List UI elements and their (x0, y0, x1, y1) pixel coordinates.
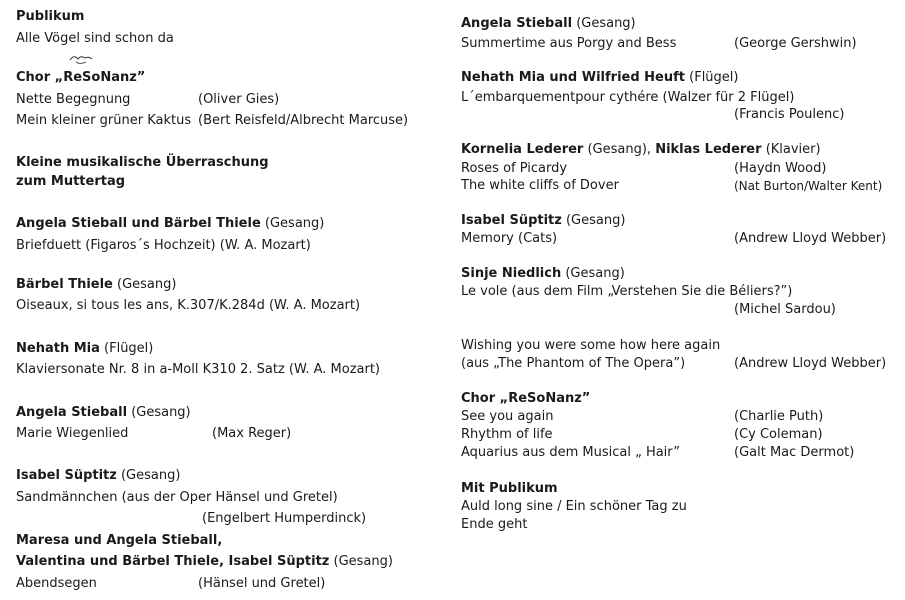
song-title: Abendsegen (16, 576, 97, 591)
performer-names: Valentina und Bärbel Thiele, Isabel Süptitz (16, 554, 330, 569)
isabel-song: Sandmännchen (aus der Oper Hänsel und Gretel) (16, 490, 338, 505)
performer-names: Sinje Niedlich (461, 266, 562, 281)
r-isabel-heading (461, 212, 625, 230)
composer: (Charlie Puth) (734, 409, 824, 424)
performer-role: (Flügel) (104, 341, 154, 356)
composer: (Andrew Lloyd Webber) (734, 231, 887, 246)
performer-role: (Gesang) (576, 16, 636, 31)
r-chor-item-3 (461, 444, 905, 462)
composer: (Bert Reisfeld/Albrecht Marcuse) (198, 113, 409, 128)
ensemble-song-row (16, 575, 446, 593)
composer: (Cy Coleman) (734, 427, 823, 442)
composer: (Galt Mac Dermot) (734, 445, 855, 460)
r-angela-heading (461, 15, 636, 33)
nehath-song: Klaviersonate Nr. 8 in a-Moll K310 2. Satz (W. A. Mozart) (16, 362, 380, 377)
song-title: Aquarius aus dem Musical „ Hair” (461, 445, 680, 460)
r-phantom-song-row (461, 355, 905, 373)
performer-names: Nehath Mia und Wilfried Heuft (461, 70, 685, 85)
r-finale-line2: Ende geht (461, 517, 528, 532)
performer-role: (Gesang) (333, 554, 393, 569)
isabel-composer: (Engelbert Humperdinck) (202, 511, 367, 526)
angela-song-row (16, 425, 446, 443)
r-finale-line1: Auld long sine / Ein schöner Tag zu (461, 499, 687, 514)
song-title: Mein kleiner grüner Kaktus (16, 113, 192, 128)
performer-names: Angela Stieball (461, 16, 573, 31)
performer-role: (Gesang), (587, 142, 652, 157)
performer-role: (Gesang) (131, 405, 191, 420)
angela-baerbel-song: Briefduett (Figaros´s Hochzeit) (W. A. Mozart) (16, 238, 311, 253)
composer: (George Gershwin) (734, 36, 857, 51)
song-title: Roses of Picardy (461, 161, 568, 176)
r-nehath-wilfried-heading (461, 69, 738, 87)
composer: (Nat Burton/Walter Kent) (734, 179, 883, 193)
baerbel-song: Oiseaux, si tous les ans, K.307/K.284d (W. A. Mozart) (16, 298, 361, 313)
composer: (Haydn Wood) (734, 161, 827, 176)
performer-names: Angela Stieball (16, 405, 128, 420)
ensemble-heading-line2 (16, 553, 393, 571)
performer-names: Isabel Süptitz (461, 213, 562, 228)
performer-role: (Gesang) (264, 216, 325, 231)
publikum-heading: Publikum (16, 9, 85, 24)
surprise-heading-line2: zum Muttertag (16, 174, 126, 189)
song-title: Summertime aus Porgy and Bess (461, 36, 677, 51)
r-kornelia-item-2 (461, 177, 905, 195)
angela-heading (16, 404, 191, 422)
r-finale-heading: Mit Publikum (461, 481, 558, 496)
r-sinje-heading (461, 265, 625, 283)
surprise-heading-line1: Kleine musikalische Überraschung (16, 155, 269, 170)
composer: (Andrew Lloyd Webber) (734, 356, 887, 371)
nehath-heading (16, 340, 153, 358)
r-nehath-wilfried-composer: (Francis Poulenc) (734, 107, 845, 122)
performer-role: (Flügel) (689, 70, 739, 85)
r-chor-item-1 (461, 408, 905, 426)
performer-role: (Gesang) (117, 277, 177, 292)
isabel-heading (16, 467, 180, 485)
publikum-song: Alle Vögel sind schon da (16, 31, 174, 46)
r-sinje-composer: (Michel Sardou) (734, 302, 836, 317)
song-title: Memory (Cats) (461, 231, 558, 246)
r-angela-song-row (461, 35, 905, 53)
angela-baerbel-heading (16, 215, 324, 233)
r-kornelia-niklas-heading (461, 141, 821, 159)
performer-role: (Klavier) (765, 142, 821, 157)
r-isabel-song-row (461, 230, 905, 248)
r-nehath-wilfried-song: L´embarquementpour cythére (Walzer für 2 Flügel) (461, 90, 795, 105)
performer-role: (Gesang) (120, 468, 181, 483)
composer: (Oliver Gies) (198, 92, 280, 107)
ensemble-heading-line1: Maresa und Angela Stieball, (16, 533, 223, 548)
r-chor-item-2 (461, 426, 905, 444)
performer-role: (Gesang) (565, 266, 625, 281)
performer-names: Isabel Süptitz (16, 468, 117, 483)
performer-name-kornelia: Kornelia Lederer (461, 142, 584, 157)
song-title: (aus „The Phantom of The Opera”) (461, 356, 686, 371)
song-title: Rhythm of life (461, 427, 553, 442)
composer: (Hänsel und Gretel) (198, 576, 326, 591)
song-title: Marie Wiegenlied (16, 426, 129, 441)
chor-item-1 (16, 91, 446, 109)
r-phantom-song-line1: Wishing you were some how here again (461, 338, 721, 353)
composer: (Max Reger) (212, 426, 292, 441)
bird-doodle-icon (68, 52, 94, 66)
r-kornelia-item-1 (461, 160, 905, 178)
song-title: Nette Begegnung (16, 92, 131, 107)
performer-names: Angela Stieball und Bärbel Thiele (16, 216, 261, 231)
chor-heading: Chor „ReSoNanz” (16, 70, 146, 85)
chor-item-2 (16, 112, 446, 130)
performer-name-niklas: Niklas Lederer (655, 142, 762, 157)
r-chor-heading: Chor „ReSoNanz” (461, 391, 591, 406)
r-sinje-song: Le vole (aus dem Film „Verstehen Sie die Béliers?”) (461, 284, 793, 299)
song-title: The white cliffs of Dover (461, 178, 619, 193)
performer-names: Bärbel Thiele (16, 277, 113, 292)
performer-role: (Gesang) (565, 213, 626, 228)
song-title: See you again (461, 409, 554, 424)
performer-names: Nehath Mia (16, 341, 100, 356)
baerbel-heading (16, 276, 176, 294)
